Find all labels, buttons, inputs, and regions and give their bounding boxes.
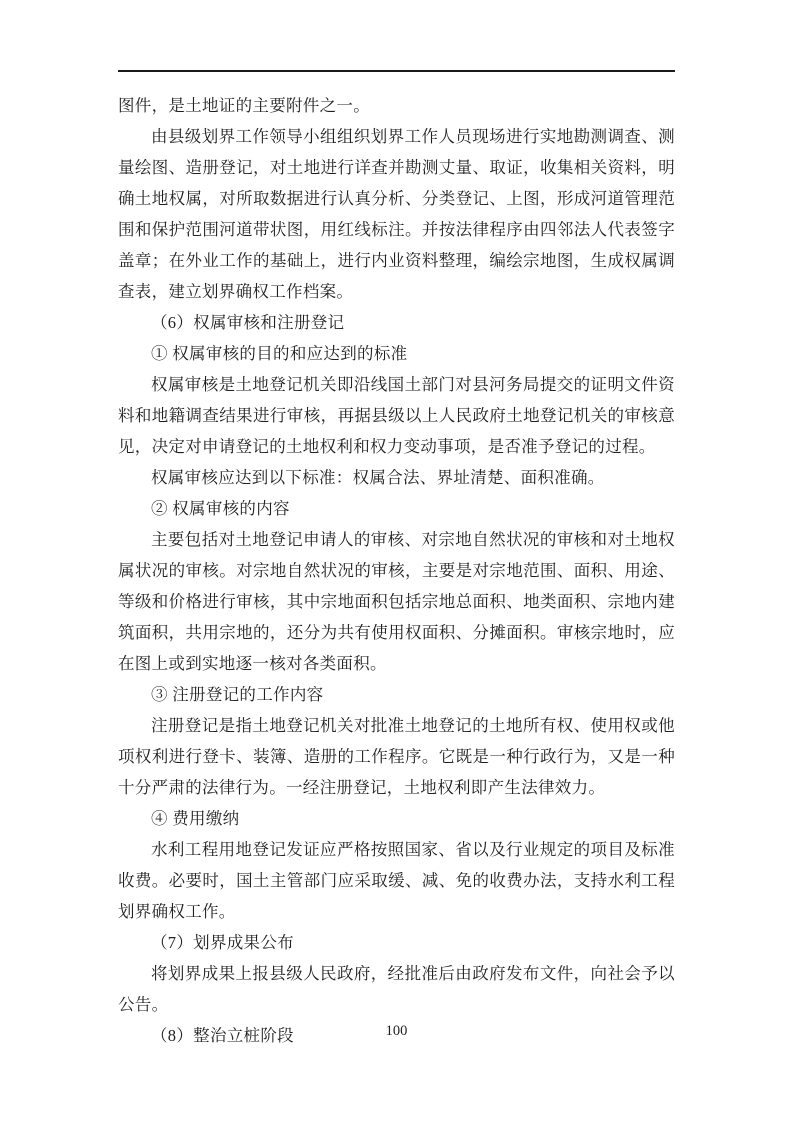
paragraph: 权属审核是土地登记机关即沿线国土部门对县河务局提交的证明文件资料和地籍调查结果进行审核，再据县级以上人民政府土地登记机关的审核意见，决定对申请登记的土地权利和权力变动事项，是否准予登记的过程。 bbox=[118, 375, 675, 456]
heading-item-6: （6）权属审核和注册登记 bbox=[151, 313, 345, 332]
subheading-circled-4: ④ 费用缴纳 bbox=[151, 809, 240, 828]
page-number: 100 bbox=[385, 1023, 408, 1039]
paragraph-continuation: 图件，是土地证的主要附件之一。 bbox=[118, 96, 370, 115]
paragraph: 将划界成果上报县级人民政府，经批准后由政府发布文件，向社会予以公告。 bbox=[118, 964, 675, 1014]
subheading-circled-1: ① 权属审核的目的和应达到的标准 bbox=[151, 344, 408, 363]
heading-item-8: （8）整治立桩阶段 bbox=[151, 1026, 294, 1045]
heading-item-7: （7）划界成果公布 bbox=[151, 933, 294, 952]
paragraph: 注册登记是指土地登记机关对批准土地登记的土地所有权、使用权或他项权利进行登卡、装簿、造册的工作程序。它既是一种行政行为，又是一种十分严肃的法律行为。一经注册登记，土地权利即产生法律效力。 bbox=[118, 716, 675, 797]
paragraph: 水利工程用地登记发证应严格按照国家、省以及行业规定的项目及标准收费。必要时，国土主管部门应采取缓、减、免的收费办法，支持水利工程划界确权工作。 bbox=[118, 840, 675, 921]
header-rule bbox=[118, 70, 675, 72]
paragraph: 主要包括对土地登记申请人的审核、对宗地自然状况的审核和对土地权属状况的审核。对宗地自然状况的审核，主要是对宗地范围、面积、用途、等级和价格进行审核，其中宗地面积包括宗地总面积、地类面积、宗地内建筑面积，共用宗地的，还分为共有使用权面积、分摊面积。审核宗地时，应在图上或到实地逐一核对各类面积。 bbox=[118, 530, 675, 673]
subheading-circled-3: ③ 注册登记的工作内容 bbox=[151, 685, 324, 704]
subheading-circled-2: ② 权属审核的内容 bbox=[151, 499, 290, 518]
paragraph: 权属审核应达到以下标准：权属合法、界址清楚、面积准确。 bbox=[151, 468, 605, 487]
body-text bbox=[118, 90, 675, 1051]
paragraph: 由县级划界工作领导小组组织划界工作人员现场进行实地勘测调查、测量绘图、造册登记，对土地进行详查并勘测丈量、取证，收集相关资料，明确土地权属，对所取数据进行认真分析、分类登记、上图，形成河道管理范围和保护范围河道带状图，用红线标注。并按法律程序由四邻法人代表签字盖章；在外业工作的基础上，进行内业资料整理，编绘宗地图，生成权属调查表，建立划界确权工作档案。 bbox=[118, 127, 675, 301]
